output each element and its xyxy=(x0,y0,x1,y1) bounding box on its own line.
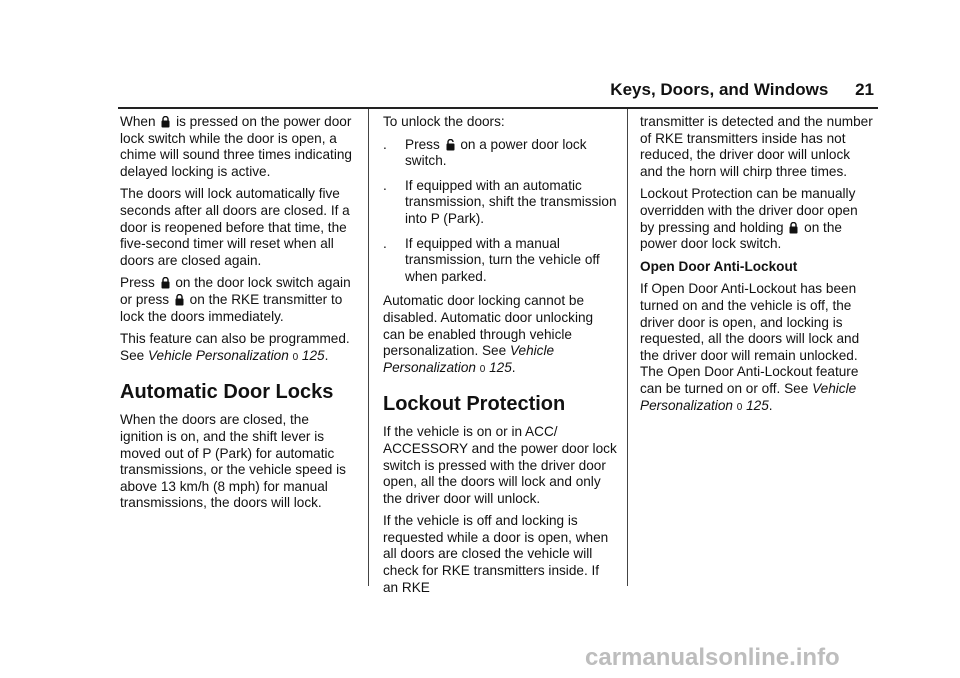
lock-icon xyxy=(175,294,184,306)
text: If equipped with an automatic transmission, shift the transmission into P (Park). xyxy=(405,177,617,226)
paragraph: To unlock the doors: xyxy=(383,114,505,129)
text: If equipped with a manual transmission, turn the vehicle off when parked. xyxy=(405,235,600,284)
cross-reference-link[interactable]: Vehicle Personalization xyxy=(383,343,555,375)
text: on the RKE transmitter to lock the doors immediately. xyxy=(120,291,343,324)
column-divider xyxy=(627,109,628,586)
text: on a power door lock switch. xyxy=(405,136,587,169)
text: This feature can also be programmed. See xyxy=(120,331,350,363)
text: . xyxy=(511,359,516,375)
list-item xyxy=(383,137,617,170)
page-reference[interactable]: 125 xyxy=(489,359,512,375)
paragraph: The doors will lock automatically five seconds after all doors are closed. If a door is reopened before that time, the five-second timer will reset when all doors are closed again. xyxy=(120,186,350,268)
lock-icon xyxy=(161,116,170,128)
paragraph xyxy=(640,186,874,252)
column-middle xyxy=(383,114,617,602)
page-arrow-icon: 0 xyxy=(736,401,743,413)
unlock-icon xyxy=(446,139,455,151)
text: on the door lock switch again or press xyxy=(120,275,351,307)
text: Press xyxy=(405,136,440,152)
bullet: . xyxy=(383,235,387,251)
cross-reference-link[interactable]: Vehicle Personalization xyxy=(640,380,857,413)
paragraph: If the vehicle is on or in ACC/ ACCESSORY and the power door lock switch is pressed with the driver door open, all the doors will lock and only the driver door will unlock. xyxy=(383,424,617,506)
column-right xyxy=(640,114,874,422)
page-arrow-icon: 0 xyxy=(292,351,299,363)
page-arrow-icon: 0 xyxy=(479,363,486,375)
page-reference[interactable]: 125 xyxy=(301,347,325,363)
subheading-open-door-anti-lockout: Open Door Anti-Lockout xyxy=(640,258,798,274)
paragraph: When the doors are closed, the ignition is on, and the shift lever is moved out of P (Park) for automatic transmissions, or the vehicle speed is above 13 km/h (8 mph) for manual transmissions, the doors will lock. xyxy=(120,412,346,511)
list-item xyxy=(383,178,617,228)
list-item xyxy=(383,236,617,286)
text: If Open Door Anti-Lockout has been turned on and the vehicle is off, the driver door is open, and locking is requested, all the doors will lock and the driver door will remain unlocked. The Open Door Anti-Lockout feature can be turned on or off. See xyxy=(640,281,860,396)
heading-automatic-door-locks: Automatic Door Locks xyxy=(120,381,334,404)
text: Lockout Protection can be manually overridden with the driver door open by pressing and holding xyxy=(640,186,858,235)
text: . xyxy=(324,347,329,363)
paragraph: If the vehicle is off and locking is requested while a door is open, when all doors are closed the vehicle will check for RKE transmitters inside. If an RKE xyxy=(383,513,609,595)
bullet: . xyxy=(383,136,387,152)
heading-lockout-protection: Lockout Protection xyxy=(383,393,566,416)
text: is pressed on the power door lock switch while the door is open, a chime will sound three times indicating delayed locking is active. xyxy=(120,114,352,179)
text: on the power door lock switch. xyxy=(640,219,842,252)
cross-reference-link[interactable]: Vehicle Personalization xyxy=(147,347,289,363)
paragraph xyxy=(120,275,354,325)
section-title: Keys, Doors, and Windows xyxy=(610,80,829,99)
text: . xyxy=(768,397,773,413)
paragraph xyxy=(640,281,874,416)
paragraph: transmitter is detected and the number of RKE transmitters inside has not reduced, the driver door will unlock and the horn will chirp three times. xyxy=(640,114,873,179)
paragraph xyxy=(383,293,617,378)
paragraph xyxy=(120,331,354,366)
lock-icon xyxy=(789,222,798,234)
bullet: . xyxy=(383,177,387,193)
text: Press xyxy=(120,275,155,291)
page-reference[interactable]: 125 xyxy=(746,397,769,413)
column-left xyxy=(120,114,354,518)
page-header xyxy=(610,82,874,99)
text: Automatic door locking cannot be disabled. Automatic door unlocking can be enabled through vehicle personalization. See xyxy=(383,293,594,359)
paragraph xyxy=(120,114,354,180)
watermark: carmanualsonline.info xyxy=(585,644,840,671)
lock-icon xyxy=(161,277,170,289)
page-number: 21 xyxy=(855,80,874,99)
header-rule xyxy=(118,107,878,109)
column-divider xyxy=(368,109,369,586)
text: When xyxy=(120,114,156,129)
